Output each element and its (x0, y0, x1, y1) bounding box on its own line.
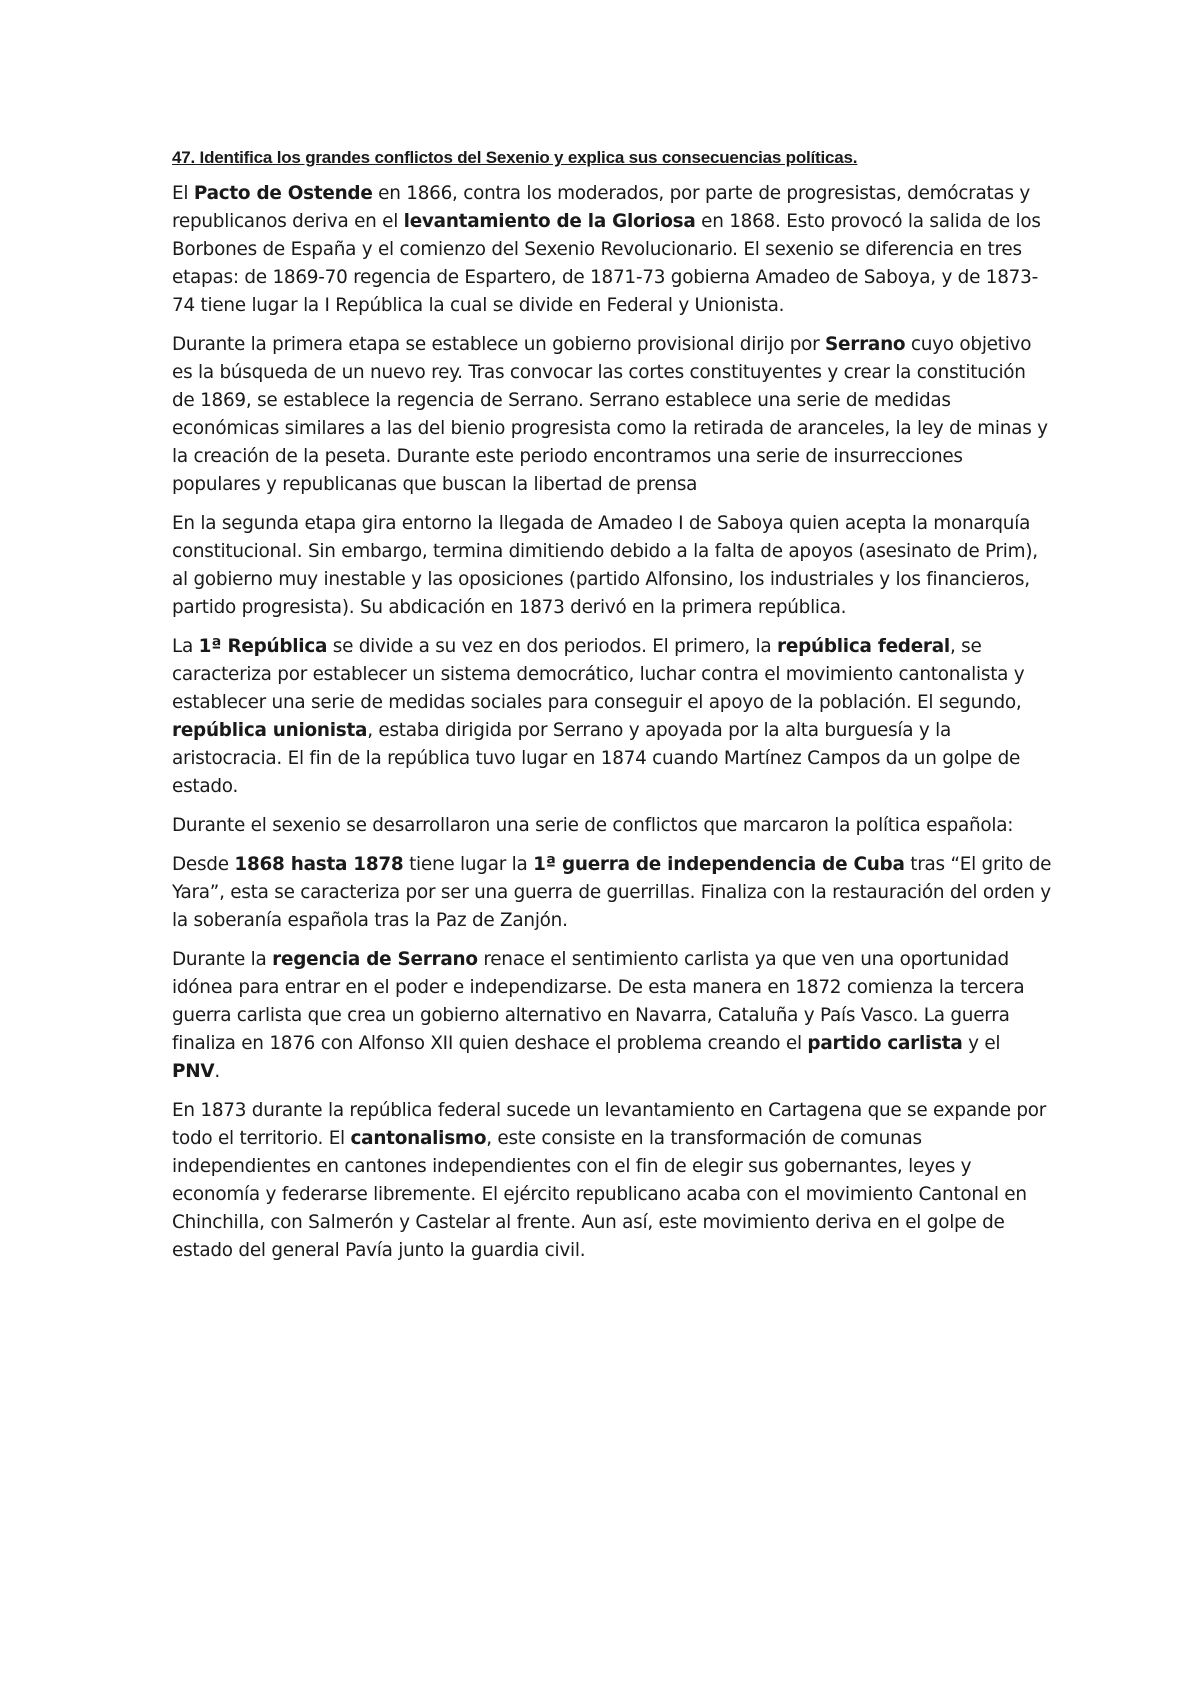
text-segment: y el (962, 1033, 1001, 1054)
paragraph (172, 510, 1052, 622)
text-segment: se divide a su vez en dos periodos. El primero, la (327, 636, 778, 657)
text-segment: Durante la (172, 949, 273, 970)
paragraph (172, 331, 1052, 499)
text-segment: Durante el sexenio se desarrollaron una serie de conflictos que marcaron la política española: (172, 815, 1014, 836)
text-segment: Durante la primera etapa se establece un gobierno provisional dirijo por (172, 334, 826, 355)
text-segment: El (172, 183, 194, 204)
paragraph-list (172, 180, 1052, 1265)
text-segment: cuyo objetivo es la búsqueda de un nuevo rey. Tras convocar las cortes constituyentes y crear la constitución de 1869, se establece la regencia de Serrano. Serrano establece una serie de medidas económicas similares a las del bienio progresista como la retirada de aranceles, la ley de minas y la creación de la peseta. Durante este periodo encontramos una serie de insurrecciones populares y republicanas que buscan la libertad de prensa (172, 334, 1048, 495)
text-segment: tras “El grito de Yara”, esta se caracteriza por ser una guerra de guerrillas. Finaliza con la restauración del orden y la soberanía española tras la Paz de Zanjón. (172, 854, 1052, 931)
bold-text: 1868 hasta 1878 (234, 854, 404, 875)
text-segment: , estaba dirigida por Serrano y apoyada por la alta burguesía y la aristocracia. El fin de la república tuvo lugar en 1874 cuando Martínez Campos da un golpe de estado. (172, 720, 1021, 797)
bold-text: Serrano (825, 334, 906, 355)
text-segment: tiene lugar la (403, 854, 534, 875)
text-segment: En la segunda etapa gira entorno la llegada de Amadeo I de Saboya quien acepta la monarquía constitucional. Sin embargo, termina dimitiendo debido a la falta de apoyos (asesinato de Prim), al gobierno muy inestable y las oposiciones (partido Alfonsino, los industriales y los financieros, partido progresista). Su abdicación en 1873 derivó en la primera república. (172, 513, 1038, 618)
bold-text: PNV (172, 1061, 215, 1082)
paragraph (172, 180, 1052, 320)
paragraph (172, 1097, 1052, 1265)
document-title: 47. Identifica los grandes conflictos del Sexenio y explica sus consecuencias políticas. (172, 148, 858, 167)
text-segment: En 1873 durante la república federal sucede un levantamiento en Cartagena que se expande por todo el territorio. El (172, 1100, 1047, 1149)
bold-text: Pacto de Ostende (193, 183, 373, 204)
text-segment: en 1866, contra los moderados, por parte de progresistas, demócratas y republicanos deriva en el (172, 183, 1031, 232)
bold-text: 1ª República (198, 636, 328, 657)
paragraph (172, 851, 1052, 935)
text-segment: , este consiste en la transformación de comunas independientes en cantones independientes con el fin de elegir sus gobernantes, leyes y economía y federarse libremente. El ejército republicano acaba con el movimiento Cantonal en Chinchilla, con Salmerón y Castelar al frente. Aun así, este movimiento deriva en el golpe de estado del general Pavía junto la guardia civil. (172, 1128, 1027, 1261)
bold-text: regencia de Serrano (272, 949, 478, 970)
bold-text: levantamiento de la Gloriosa (403, 211, 696, 232)
bold-text: república unionista (172, 720, 368, 741)
document-body (172, 146, 1052, 1276)
text-segment: . (214, 1061, 220, 1082)
paragraph (172, 633, 1052, 801)
paragraph (172, 812, 1052, 840)
bold-text: partido carlista (807, 1033, 963, 1054)
text-segment: Desde (172, 854, 235, 875)
bold-text: cantonalismo (350, 1128, 487, 1149)
text-segment: , se caracteriza por establecer un sistema democrático, luchar contra el movimiento cantonalista y establecer una serie de medidas sociales para conseguir el apoyo de la población. El segundo, (172, 636, 1025, 713)
text-segment: La (172, 636, 199, 657)
text-segment: en 1868. Esto provocó la salida de los Borbones de España y el comienzo del Sexenio Revolucionario. El sexenio se diferencia en tres etapas: de 1869-70 regencia de Espartero, de 1871-73 gobierna Amadeo de Saboya, y de 1873-74 tiene lugar la I República la cual se divide en Federal y Unionista. (172, 211, 1041, 316)
bold-text: 1ª guerra de independencia de Cuba (533, 854, 905, 875)
bold-text: república federal (777, 636, 950, 657)
text-segment: renace el sentimiento carlista ya que ven una oportunidad idónea para entrar en el poder e independizarse. De esta manera en 1872 comienza la tercera guerra carlista que crea un gobierno alternativo en Navarra, Cataluña y País Vasco. La guerra finaliza en 1876 con Alfonso XII quien deshace el problema creando el (172, 949, 1025, 1054)
paragraph (172, 946, 1052, 1086)
